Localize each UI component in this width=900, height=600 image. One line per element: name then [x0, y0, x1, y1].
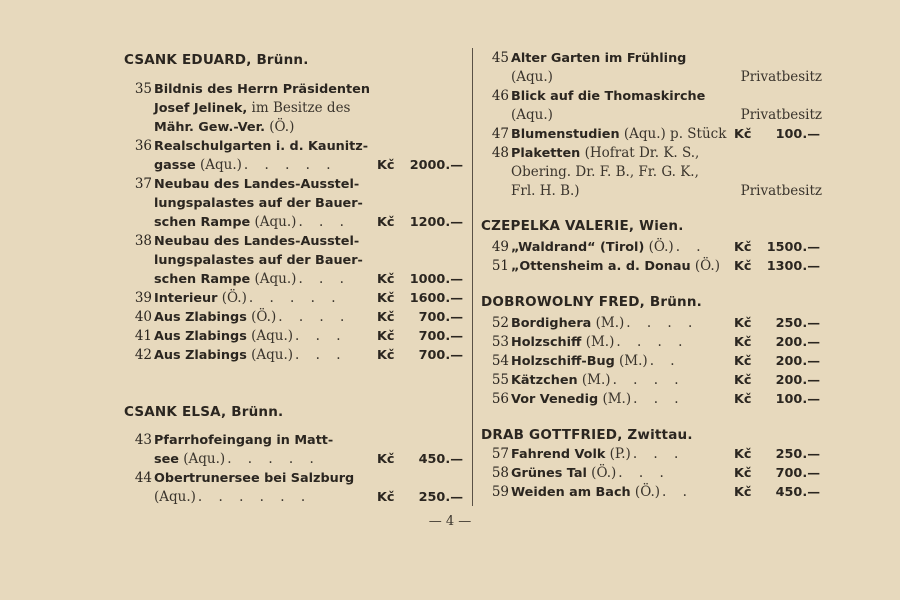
- currency-label: Kč: [734, 316, 752, 331]
- artwork-title: Josef Jelinek,: [154, 101, 248, 116]
- price-value: 100.—: [775, 392, 820, 407]
- catalog-number: 38: [134, 233, 152, 249]
- price-value: 250.—: [418, 490, 463, 505]
- entry-line: [124, 99, 469, 118]
- artwork-title: Aus Zlabings: [154, 348, 247, 363]
- entry-text: [154, 137, 368, 156]
- catalog-number: 48: [491, 145, 509, 161]
- artwork-title: Kätzchen: [511, 373, 578, 388]
- entry-text: [511, 464, 616, 483]
- catalog-number: 40: [134, 309, 152, 325]
- artwork-title: Realschulgarten i. d. Kaunitz-: [154, 139, 369, 154]
- entry-line: [124, 232, 469, 251]
- entry-text: [511, 144, 699, 163]
- medium-note: Obering. Dr. F. B., Fr. G. K.,: [511, 164, 699, 180]
- medium-note: (Ö.): [264, 119, 295, 135]
- catalog-number: 47: [491, 126, 509, 142]
- entry-text: [154, 232, 359, 251]
- leader-dots: . . . .: [612, 372, 685, 388]
- catalog-number: 45: [491, 50, 509, 66]
- medium-note: (Aqu.) p. Stück: [619, 126, 727, 142]
- currency-label: Kč: [734, 240, 752, 255]
- catalog-number: 49: [491, 239, 509, 255]
- artwork-title: Aus Zlabings: [154, 310, 247, 325]
- artwork-title: Vor Venedig: [511, 392, 599, 407]
- price-value: 700.—: [775, 466, 820, 481]
- currency-label: Kč: [377, 158, 395, 173]
- currency-label: Kč: [377, 215, 395, 230]
- entry-line: [481, 238, 826, 257]
- medium-note: (P.): [605, 446, 631, 462]
- entry-line: [481, 483, 826, 502]
- catalog-number: 53: [491, 334, 509, 350]
- medium-note: (Ö.): [586, 465, 617, 481]
- entry-line: [481, 144, 826, 163]
- entry-text: [511, 445, 631, 464]
- artwork-title: Grünes Tal: [511, 466, 587, 481]
- entry-text: [511, 333, 614, 352]
- artwork-title: Interieur: [154, 291, 218, 306]
- column-divider: [472, 48, 473, 506]
- entry-line: [481, 68, 826, 87]
- medium-note: (Aqu.): [195, 157, 242, 173]
- price-value: 200.—: [775, 335, 820, 350]
- price-value: 1000.—: [409, 272, 463, 287]
- entry-text: [154, 118, 294, 137]
- currency-label: Kč: [734, 392, 752, 407]
- leader-dots: . . . .: [626, 315, 699, 331]
- medium-note: (Aqu.): [246, 328, 294, 344]
- catalog-number: 43: [134, 432, 152, 448]
- leader-dots: . . . . . .: [197, 489, 312, 505]
- artwork-title: Blumenstudien: [511, 127, 620, 142]
- price-value: 700.—: [418, 348, 463, 363]
- catalog-entry: [481, 49, 826, 201]
- catalog-number: 52: [491, 315, 509, 331]
- price-value: 450.—: [418, 452, 463, 467]
- artwork-title: gasse: [154, 158, 196, 173]
- medium-note: (Aqu.): [250, 271, 297, 287]
- artwork-title: Bordighera: [511, 316, 592, 331]
- medium-note: (Aqu.): [246, 347, 294, 363]
- entry-text: [154, 194, 363, 213]
- leader-dots: . . .: [633, 391, 685, 407]
- ownership-note: Privatbesitz: [740, 183, 822, 199]
- entry-line: [124, 308, 469, 327]
- artwork-title: Weiden am Bach: [511, 485, 631, 500]
- artwork-title: Bildnis des Herrn Präsidenten: [154, 82, 370, 97]
- medium-note: Frl. H. B.): [511, 183, 580, 199]
- medium-note: (Ö.): [217, 290, 247, 306]
- catalog-number: 58: [491, 465, 509, 481]
- entry-line: [124, 118, 469, 137]
- catalog-entry: [481, 445, 826, 502]
- leader-dots: . .: [662, 484, 693, 500]
- entry-text: [154, 289, 247, 308]
- medium-note: (Aqu.): [178, 451, 226, 467]
- currency-label: Kč: [377, 329, 395, 344]
- leader-dots: . .: [675, 239, 707, 255]
- entry-line: [124, 450, 469, 469]
- entry-line: [481, 125, 826, 144]
- currency-label: Kč: [734, 127, 752, 142]
- entry-line: [124, 327, 469, 346]
- medium-note: im Besitze des: [247, 100, 351, 116]
- entry-text: [511, 238, 674, 257]
- entry-line: [481, 333, 826, 352]
- price-value: 200.—: [775, 373, 820, 388]
- catalog-number: 39: [134, 290, 152, 306]
- artwork-title: Aus Zlabings: [154, 329, 247, 344]
- entry-line: [124, 289, 469, 308]
- leader-dots: . . . . .: [243, 157, 337, 173]
- entry-line: [481, 445, 826, 464]
- artwork-title: see: [154, 452, 179, 467]
- price-value: 250.—: [775, 316, 820, 331]
- entry-line: [124, 194, 469, 213]
- entry-text: [511, 106, 553, 125]
- artwork-title: lungspalastes auf der Bauer-: [154, 253, 363, 268]
- price-value: 700.—: [418, 310, 463, 325]
- currency-label: Kč: [734, 335, 752, 350]
- medium-note: (M.): [591, 315, 625, 331]
- leader-dots: . . . . .: [248, 290, 342, 306]
- medium-note: (Ö.): [690, 258, 720, 274]
- catalog-number: 54: [491, 353, 509, 369]
- price-value: 450.—: [775, 485, 820, 500]
- catalog-number: 59: [491, 484, 509, 500]
- entry-text: [511, 87, 705, 106]
- artwork-title: Fahrend Volk: [511, 447, 606, 462]
- entry-line: [124, 469, 469, 488]
- artwork-title: Holzschiff-Bug: [511, 354, 615, 369]
- catalog-number: 37: [134, 176, 152, 192]
- medium-note: (Aqu.): [154, 489, 196, 505]
- artwork-title: „Waldrand“ (Tirol): [511, 240, 645, 255]
- currency-label: Kč: [734, 447, 752, 462]
- artwork-title: Alter Garten im Frühling: [511, 51, 687, 66]
- catalog-number: 57: [491, 446, 509, 462]
- artwork-title: lungspalastes auf der Bauer-: [154, 196, 363, 211]
- entry-text: [154, 308, 276, 327]
- artwork-title: Plaketten: [511, 146, 581, 161]
- currency-label: Kč: [377, 490, 395, 505]
- ownership-note: Privatbesitz: [740, 107, 822, 123]
- artist-heading: DOBROWOLNY FRED, Brünn.: [481, 294, 702, 310]
- price-value: 2000.—: [409, 158, 463, 173]
- currency-label: Kč: [377, 310, 395, 325]
- leader-dots: . . .: [632, 446, 685, 462]
- medium-note: (Ö.): [246, 309, 277, 325]
- entry-line: [124, 431, 469, 450]
- entry-text: [511, 390, 631, 409]
- entry-line: [124, 80, 469, 99]
- currency-label: Kč: [734, 259, 752, 274]
- leader-dots: . . .: [298, 271, 350, 287]
- leader-dots: . . . .: [278, 309, 351, 325]
- entry-line: [481, 314, 826, 333]
- price-value: 1300.—: [766, 259, 820, 274]
- entry-line: [481, 257, 826, 276]
- price-value: 100.—: [775, 127, 820, 142]
- medium-note: (Ö.): [630, 484, 661, 500]
- entry-line: [124, 488, 469, 507]
- entry-text: [154, 80, 370, 99]
- catalog-number: 56: [491, 391, 509, 407]
- entry-line: [481, 106, 826, 125]
- artwork-title: schen Rampe: [154, 215, 251, 230]
- currency-label: Kč: [377, 272, 395, 287]
- artwork-title: Neubau des Landes-Ausstel-: [154, 234, 360, 249]
- entry-line: [481, 352, 826, 371]
- entry-line: [124, 175, 469, 194]
- entry-line: [481, 371, 826, 390]
- price-value: 1200.—: [409, 215, 463, 230]
- artist-heading: DRAB GOTTFRIED, Zwittau.: [481, 427, 693, 443]
- leader-dots: . . .: [298, 214, 350, 230]
- currency-label: Kč: [734, 485, 752, 500]
- leader-dots: . . . .: [616, 334, 689, 350]
- leader-dots: . .: [649, 353, 681, 369]
- catalog-entry: [124, 431, 469, 507]
- medium-note: (M.): [598, 391, 632, 407]
- leader-dots: . . .: [295, 328, 347, 344]
- artwork-title: Neubau des Landes-Ausstel-: [154, 177, 360, 192]
- entry-text: [154, 450, 225, 469]
- leader-dots: . . .: [618, 465, 670, 481]
- ownership-note: Privatbesitz: [740, 69, 822, 85]
- currency-label: Kč: [377, 452, 395, 467]
- entry-line: [481, 49, 826, 68]
- entry-text: [154, 431, 333, 450]
- entry-text: [511, 314, 624, 333]
- entry-text: [154, 175, 359, 194]
- artwork-title: Holzschiff: [511, 335, 582, 350]
- leader-dots: . . . . .: [227, 451, 320, 467]
- price-value: 200.—: [775, 354, 820, 369]
- artwork-title: Obertrunersee bei Salzburg: [154, 471, 355, 486]
- entry-line: [481, 182, 826, 201]
- catalog-entry: [124, 289, 469, 365]
- entry-line: [124, 213, 469, 232]
- entry-text: [154, 327, 293, 346]
- price-value: 1500.—: [766, 240, 820, 255]
- entry-text: [154, 488, 196, 507]
- price-value: 700.—: [418, 329, 463, 344]
- entry-text: [511, 163, 699, 182]
- medium-note: (Aqu.): [511, 107, 553, 123]
- currency-label: Kč: [377, 291, 395, 306]
- artist-heading: CSANK ELSA, Brünn.: [124, 404, 284, 420]
- entry-line: [124, 270, 469, 289]
- entry-text: [154, 346, 293, 365]
- catalog-entry: [124, 232, 469, 289]
- currency-label: Kč: [734, 466, 752, 481]
- artist-heading: CZEPELKA VALERIE, Wien.: [481, 218, 684, 234]
- currency-label: Kč: [734, 373, 752, 388]
- medium-note: (M.): [577, 372, 611, 388]
- entry-text: [511, 257, 720, 276]
- catalog-entry: [481, 314, 826, 409]
- entry-text: [511, 483, 660, 502]
- catalog-number: 44: [134, 470, 152, 486]
- entry-text: [511, 182, 580, 201]
- entry-text: [511, 125, 726, 144]
- catalog-entry: [481, 238, 826, 276]
- entry-line: [124, 156, 469, 175]
- entry-text: [511, 49, 686, 68]
- medium-note: (Aqu.): [250, 214, 297, 230]
- catalog-entry: [124, 80, 469, 137]
- medium-note: (M.): [614, 353, 648, 369]
- medium-note: (Aqu.): [511, 69, 553, 85]
- entry-line: [481, 163, 826, 182]
- entry-text: [511, 352, 648, 371]
- entry-line: [124, 137, 469, 156]
- medium-note: (Hofrat Dr. K. S.,: [580, 145, 700, 161]
- artwork-title: Mähr. Gew.-Ver.: [154, 120, 265, 135]
- entry-line: [124, 346, 469, 365]
- catalog-entry: [124, 137, 469, 175]
- catalog-number: 51: [491, 258, 509, 274]
- artwork-title: „Ottensheim a. d. Donau: [511, 259, 691, 274]
- entry-line: [481, 390, 826, 409]
- catalog-number: 35: [134, 81, 152, 97]
- catalog-entry: [124, 175, 469, 232]
- price-value: 250.—: [775, 447, 820, 462]
- page-number: — 4 —: [428, 514, 472, 529]
- artwork-title: Blick auf die Thomaskirche: [511, 89, 706, 104]
- entry-line: [124, 251, 469, 270]
- entry-text: [154, 213, 296, 232]
- artwork-title: schen Rampe: [154, 272, 251, 287]
- catalog-number: 41: [134, 328, 152, 344]
- entry-text: [154, 270, 296, 289]
- medium-note: (Ö.): [644, 239, 674, 255]
- entry-text: [154, 251, 363, 270]
- medium-note: (M.): [581, 334, 615, 350]
- artist-heading: CSANK EDUARD, Brünn.: [124, 52, 309, 68]
- entry-line: [481, 464, 826, 483]
- catalog-number: 55: [491, 372, 509, 388]
- entry-line: [481, 87, 826, 106]
- entry-text: [154, 99, 350, 118]
- catalog-number: 46: [491, 88, 509, 104]
- entry-text: [154, 156, 242, 175]
- currency-label: Kč: [734, 354, 752, 369]
- price-value: 1600.—: [409, 291, 463, 306]
- catalog-number: 42: [134, 347, 152, 363]
- leader-dots: . . .: [295, 347, 347, 363]
- artwork-title: Pfarrhofeingang in Matt-: [154, 433, 334, 448]
- entry-text: [511, 371, 611, 390]
- entry-text: [511, 68, 553, 87]
- catalog-number: 36: [134, 138, 152, 154]
- entry-text: [154, 469, 354, 488]
- currency-label: Kč: [377, 348, 395, 363]
